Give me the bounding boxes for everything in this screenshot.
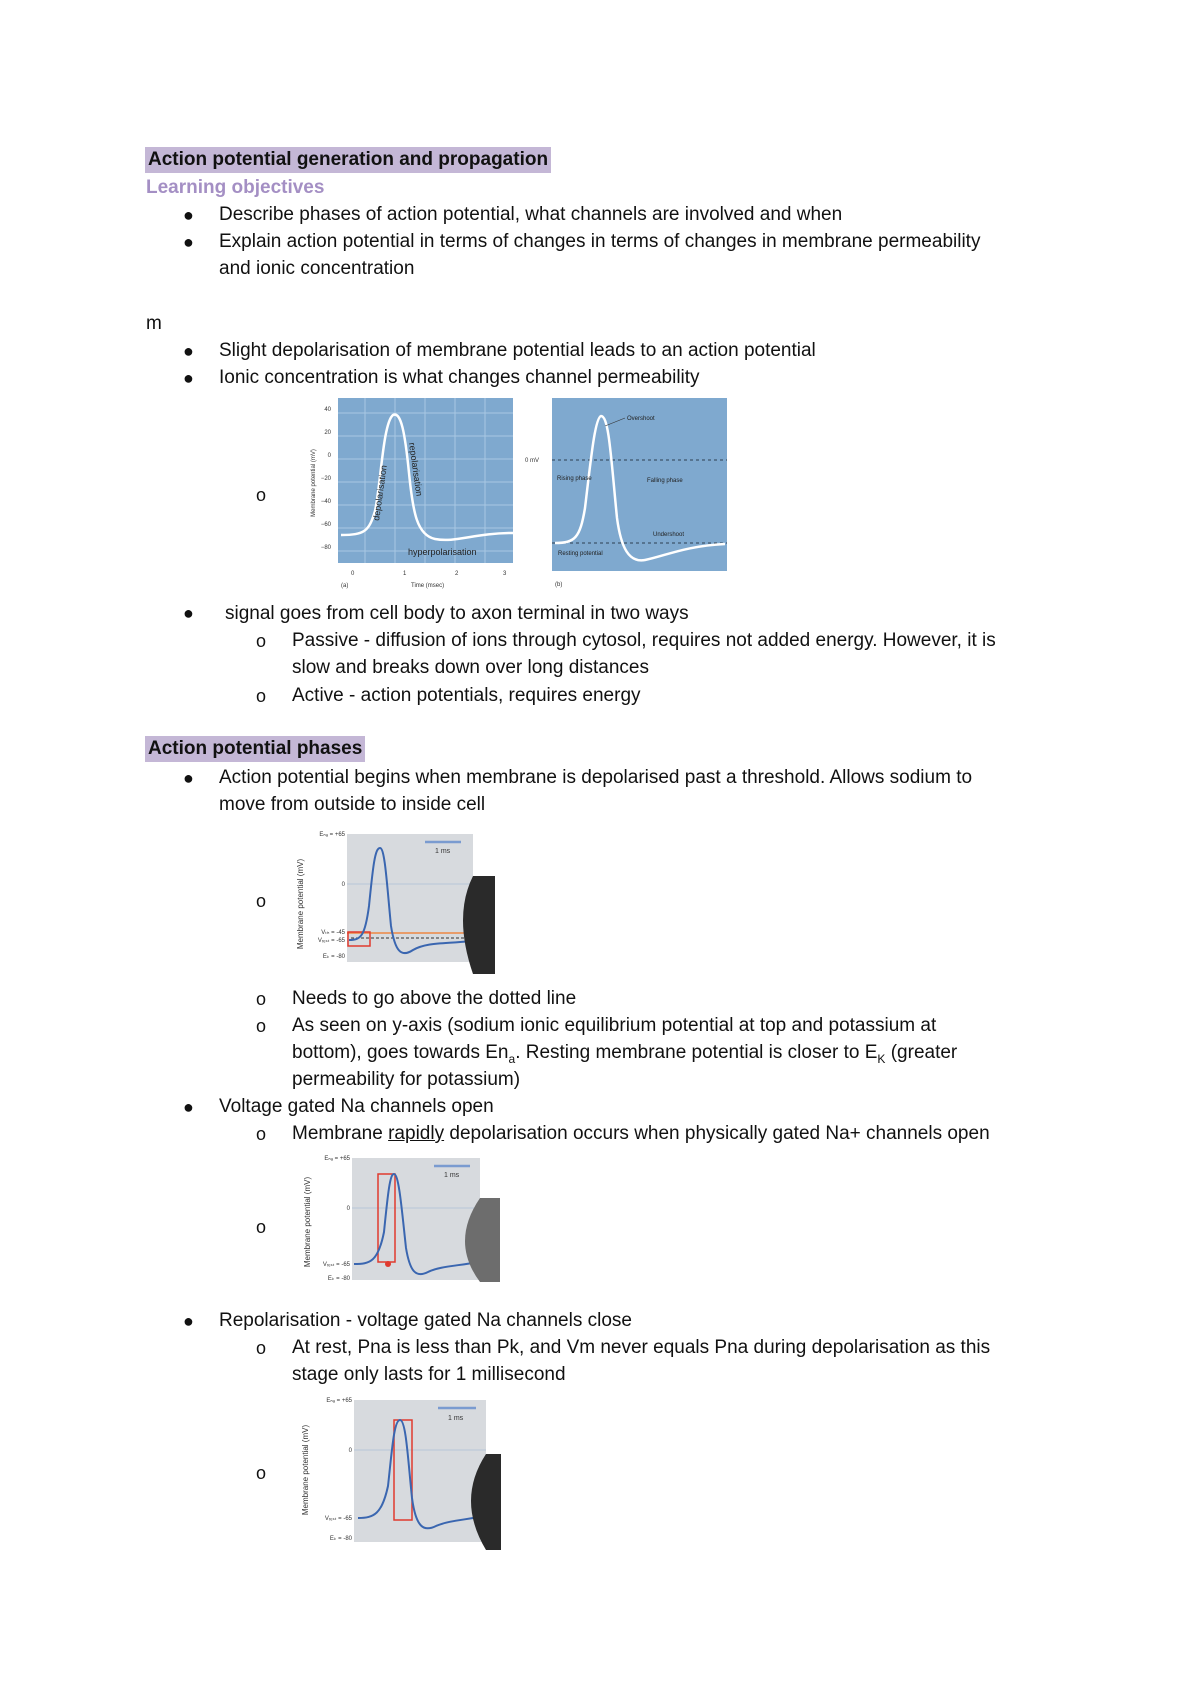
figure-threshold [295,826,495,974]
note-text: bottom), goes towards En [292,1042,509,1063]
circle-bullet-icon: o [256,1338,267,1358]
x-tick: 3 [503,571,507,577]
section-heading-generation: Action potential generation and propagation [145,147,551,173]
learning-objectives-title: Learning objectives [146,177,325,198]
phase-intro: Action potential begins when membrane is depolarised past a threshold. Allows sodium to [219,767,973,788]
note-y-axis: As seen on y-axis (sodium ionic equilibrium potential at top and potassium at [292,1015,937,1036]
note-text: . Resting membrane potential is closer to E [515,1042,878,1063]
y-tick: Vᵣₑₛₜ = -65 [317,938,345,944]
y-tick: Eₖ = -80 [327,1276,350,1282]
phase-intro-cont: move from outside to inside cell [219,794,486,815]
bullet-icon: ● [183,368,194,388]
objective-2: Explain action potential in terms of changes in terms of changes in membrane permeability [219,231,981,252]
scale-label: 1 ms [444,1172,460,1179]
bullet-icon: ● [183,205,194,225]
y-tick: 0 [327,453,331,459]
x-tick: 1 [403,571,407,577]
x-axis-label: Time (msec) [411,583,445,589]
y-axis-label: Membrane potential (mV) [296,858,305,950]
y-tick: Vᵣₑₛₜ = -65 [324,1516,352,1522]
y-tick: Vₜₕ = -45 [321,930,345,936]
panel-label: (b) [555,582,563,588]
repolarisation-label: repolarisation [407,441,425,497]
x-tick: 0 [351,571,355,577]
y-tick: −80 [320,545,331,551]
panel-label: (a) [341,583,349,589]
passive-way: Passive - diffusion of ions through cytosol, requires not added energy. However, it is [292,630,996,651]
y-tick: Vᵣₑₛₜ = -65 [322,1262,350,1268]
circle-bullet-icon: o [256,891,267,911]
scale-label: 1 ms [448,1415,464,1422]
y-tick: Eₙₐ = +65 [319,832,345,838]
y-tick: −20 [320,476,331,482]
y-tick: 40 [324,407,331,413]
y-tick: 0 [346,1206,350,1212]
circle-bullet-icon: o [256,485,267,505]
active-way: Active - action potentials, requires energy [292,685,641,706]
bullet-icon: ● [183,603,194,623]
y-tick: Eₙₐ = +65 [326,1398,352,1404]
bullet-icon: ● [183,1097,194,1117]
y-tick: −60 [320,522,331,528]
figure-ap-phases-left [305,393,515,593]
point-2: Ionic concentration is what changes channel permeability [219,367,700,388]
bullet-icon: ● [183,232,194,252]
subscript-k: K [877,1051,886,1066]
section-heading-phases: Action potential phases [145,736,365,762]
circle-bullet-icon: o [256,1217,267,1237]
figure-rapid-depolarisation [300,1152,500,1290]
plot-background [354,1400,486,1542]
bullet-icon: ● [183,341,194,361]
objective-2-cont: and ionic concentration [219,258,415,279]
note-dotted-line: Needs to go above the dotted line [292,988,577,1009]
y-tick: Eₙₐ = +65 [324,1156,350,1162]
resting-potential-label: Resting potential [558,551,603,557]
stray-letter: m [146,313,162,334]
circle-bullet-icon: o [256,1463,267,1483]
y-tick: 0 [341,882,345,888]
scale-label: 1 ms [435,848,451,855]
circle-bullet-icon: o [256,1124,267,1144]
overshoot-label: Overshoot [627,416,655,422]
y-tick: 20 [324,430,331,436]
rapid-depolarisation-note [292,1121,990,1147]
y-axis-label: Membrane potential (mV) [311,449,317,517]
falling-phase-label: Falling phase [647,478,683,484]
passive-way-cont: slow and breaks down over long distances [292,657,649,678]
y-axis-label: Membrane potential (mV) [301,1424,310,1516]
circle-bullet-icon: o [256,1016,267,1036]
x-tick: 2 [455,571,459,577]
circle-bullet-icon: o [256,989,267,1009]
repolarisation-point: Repolarisation - voltage gated Na channels close [219,1310,632,1331]
circle-bullet-icon: o [256,631,267,651]
note-y-axis-cont2: permeability for potassium) [292,1069,521,1090]
rest-note: At rest, Pna is less than Pk, and Vm never equals Pna during depolarisation as this [292,1337,991,1358]
bullet-icon: ● [183,1311,194,1331]
depolarisation-label: depolarisation [371,464,389,522]
na-channels-open: Voltage gated Na channels open [219,1096,494,1117]
y-tick: Eₖ = -80 [322,954,345,960]
rest-note-cont: stage only lasts for 1 millisecond [292,1364,566,1385]
plot-background [352,1158,480,1280]
rising-phase-label: Rising phase [557,476,592,482]
start-marker [385,1261,391,1267]
figure-ap-phases-right [525,398,730,593]
signal-text: signal goes from cell body to axon terminal in two ways [225,603,689,624]
note-text: depolarisation occurs when physically gated Na+ channels open [444,1123,990,1144]
y-axis-label: Membrane potential (mV) [303,1176,312,1268]
note-text: Membrane [292,1123,389,1144]
undershoot-label: Undershoot [653,532,685,538]
subscript-a: a [508,1051,516,1066]
plot-background [552,398,727,571]
hyperpolarisation-label: hyperpolarisation [408,547,477,557]
figure-repolarisation [296,1390,501,1550]
y-tick: 0 [348,1448,352,1454]
circle-bullet-icon: o [256,686,267,706]
y-tick: −40 [320,499,331,505]
point-1: Slight depolarisation of membrane potential leads to an action potential [219,340,816,361]
underlined-word: rapidly [388,1123,445,1144]
objective-1: Describe phases of action potential, what channels are involved and when [219,204,843,225]
zero-mv-label: 0 mV [525,458,540,464]
note-text: (greater [885,1042,958,1063]
y-tick: Eₖ = -80 [329,1536,352,1542]
bullet-icon: ● [183,768,194,788]
